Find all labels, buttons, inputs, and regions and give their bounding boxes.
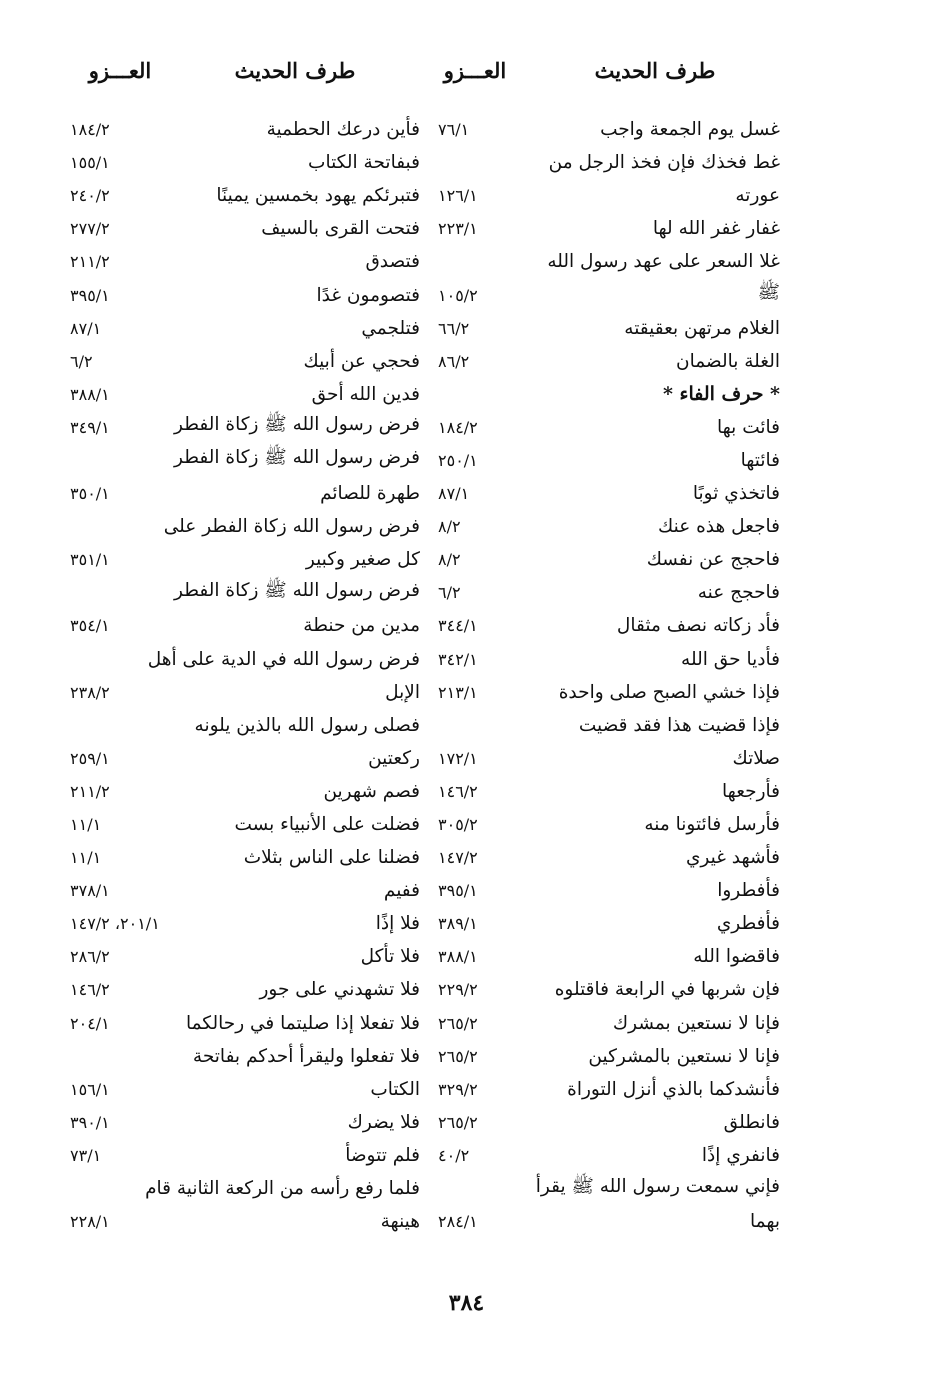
hadith-text: فاحجج عنه bbox=[697, 582, 780, 604]
reference: ٤٠/٢ bbox=[438, 1145, 470, 1165]
hadith-text: غفار غفر الله لها bbox=[652, 218, 780, 240]
index-row bbox=[438, 643, 780, 676]
index-row bbox=[70, 245, 420, 278]
reference: ٢٦٥/٢ bbox=[438, 1112, 478, 1132]
reference: ١١/١ bbox=[70, 815, 102, 835]
hadith-text: فتصومون غدًا bbox=[316, 284, 420, 306]
reference: ٢٠٤/١ bbox=[70, 1013, 110, 1033]
hadith-text: فرض رسول الله في الدية على أهل bbox=[147, 648, 420, 670]
hadith-text: غلا السعر على عهد رسول الله bbox=[547, 251, 780, 273]
reference: ٣٤٤/١ bbox=[438, 616, 478, 636]
reference: ٣٥٠/١ bbox=[70, 484, 110, 504]
hadith-text: فأرجعها bbox=[722, 780, 780, 802]
index-row bbox=[70, 113, 420, 146]
index-row bbox=[438, 940, 780, 973]
hadith-text: الغلام مرتهن بعقيقته bbox=[624, 317, 780, 339]
index-row bbox=[438, 510, 780, 543]
left-column-ref-header: العـــزو bbox=[88, 57, 152, 83]
index-row bbox=[70, 1205, 420, 1238]
index-row bbox=[438, 576, 780, 609]
index-row bbox=[438, 973, 780, 1006]
index-row bbox=[70, 742, 420, 775]
index-row bbox=[438, 742, 780, 775]
reference: ٢١١/٢ bbox=[70, 781, 110, 801]
hadith-text: فأد زكاته نصف مثقال bbox=[616, 615, 780, 637]
reference: ٦/٢ bbox=[70, 351, 93, 371]
reference: ٢٤٠/٢ bbox=[70, 186, 110, 206]
hadith-text: فلا يضرك bbox=[347, 1111, 420, 1133]
index-row bbox=[70, 312, 420, 345]
reference: ٣٤٩/١ bbox=[70, 417, 110, 437]
hadith-text: فرض رسول الله ﷺ زكاة الفطر bbox=[173, 579, 420, 601]
index-row bbox=[70, 907, 420, 940]
index-row bbox=[438, 775, 780, 808]
hadith-text: ﷺ bbox=[757, 282, 780, 304]
index-row bbox=[438, 609, 780, 642]
hadith-text: فرض رسول الله ﷺ زكاة الفطر bbox=[173, 414, 420, 436]
hadith-text: فائتها bbox=[740, 449, 780, 471]
index-row bbox=[438, 245, 780, 278]
hadith-text: فدين الله أحق bbox=[311, 383, 420, 405]
index-row bbox=[438, 1139, 780, 1172]
hadith-text: فلا تأكل bbox=[360, 946, 420, 968]
index-row bbox=[70, 940, 420, 973]
hadith-text: فصم شهرين bbox=[323, 780, 420, 802]
reference: ٢٧٧/٢ bbox=[70, 219, 110, 239]
hadith-text: فلا تفعلوا وليقرأ أحدكم بفاتحة bbox=[192, 1045, 420, 1067]
hadith-text: فإذا قضيت هذا فقد قضيت bbox=[578, 714, 780, 736]
hadith-text: الكتاب bbox=[370, 1078, 420, 1100]
reference: ٨٦/٢ bbox=[438, 351, 470, 371]
reference: ١٤٧/٢ bbox=[438, 848, 478, 868]
hadith-text: غسل يوم الجمعة واجب bbox=[600, 119, 780, 141]
reference: ٣٥٤/١ bbox=[70, 616, 110, 636]
reference: ١٥٥/١ bbox=[70, 153, 110, 173]
index-row bbox=[438, 212, 780, 245]
index-row bbox=[438, 676, 780, 709]
hadith-text: غط فخذك فإن فخذ الرجل من bbox=[548, 152, 780, 174]
reference: ٢٦٥/٢ bbox=[438, 1013, 478, 1033]
hadith-text: فانطلق bbox=[723, 1111, 780, 1133]
hadith-text: فأشهد غيري bbox=[685, 847, 780, 869]
reference: ٣٧٨/١ bbox=[70, 881, 110, 901]
hadith-text: هينهة bbox=[380, 1211, 420, 1233]
reference: ٢٥٩/١ bbox=[70, 748, 110, 768]
hadith-text: فاتخذي ثوبًا bbox=[692, 483, 780, 505]
index-row bbox=[438, 1106, 780, 1139]
hadith-text: فاحجج عن نفسك bbox=[646, 549, 780, 571]
index-row bbox=[438, 345, 780, 378]
hadith-text: ففيم bbox=[383, 880, 420, 902]
index-row bbox=[70, 874, 420, 907]
reference: ٨/٢ bbox=[438, 550, 461, 570]
hadith-text: فانفري إذًا bbox=[701, 1144, 780, 1166]
hadith-text: فتصدق bbox=[365, 251, 420, 273]
hadith-text: كل صغير وكبير bbox=[305, 549, 420, 571]
hadith-text: فاجعل هذه عنك bbox=[658, 516, 780, 538]
reference: ٨٧/١ bbox=[438, 484, 470, 504]
reference: ٣٩٠/١ bbox=[70, 1112, 110, 1132]
right-column-ref-header: العـــزو bbox=[443, 57, 507, 83]
reference: ٣٠٥/٢ bbox=[438, 815, 478, 835]
reference: ٢٢٩/٢ bbox=[438, 980, 478, 1000]
hadith-text: فحجي عن أبيك bbox=[303, 350, 420, 372]
index-row bbox=[438, 709, 780, 742]
index-row bbox=[438, 179, 780, 212]
reference: ٢٣٨/٢ bbox=[70, 682, 110, 702]
hadith-text: ركعتين bbox=[368, 747, 420, 769]
index-row bbox=[70, 212, 420, 245]
hadith-text: عورته bbox=[735, 185, 780, 207]
reference: ١٥٦/١ bbox=[70, 1079, 110, 1099]
index-row bbox=[70, 1007, 420, 1040]
index-row bbox=[70, 543, 420, 576]
reference: ٧٣/١ bbox=[70, 1145, 102, 1165]
hadith-text: الإبل bbox=[385, 681, 420, 703]
reference: ٢١١/٢ bbox=[70, 252, 110, 272]
reference: ١٤٦/٢ bbox=[70, 980, 110, 1000]
index-row bbox=[70, 1073, 420, 1106]
hadith-text: فأنشدكما بالذي أنزل التوراة bbox=[567, 1078, 780, 1100]
section-heading: * حرف الفاء * bbox=[662, 383, 780, 406]
reference: ١٨٤/٢ bbox=[438, 417, 478, 437]
page-number: ٣٨٤ bbox=[448, 1290, 485, 1316]
reference: ٣٨٨/١ bbox=[438, 947, 478, 967]
index-row bbox=[70, 1139, 420, 1172]
index-row bbox=[70, 477, 420, 510]
index-row bbox=[438, 543, 780, 576]
reference: ٣٤٢/١ bbox=[438, 649, 478, 669]
hadith-text: فإذا خشي الصبح صلى واحدة bbox=[558, 681, 780, 703]
index-row bbox=[70, 444, 420, 477]
index-row bbox=[70, 1172, 420, 1205]
index-row bbox=[70, 709, 420, 742]
hadith-text: فرض رسول الله ﷺ زكاة الفطر bbox=[173, 447, 420, 469]
index-row bbox=[438, 278, 780, 311]
hadith-text: فضلت على الأنبياء بست bbox=[234, 814, 420, 836]
index-row bbox=[438, 907, 780, 940]
reference: ٣٥١/١ bbox=[70, 550, 110, 570]
hadith-text: فتبرئكم يهود بخمسين يمينًا bbox=[216, 185, 420, 207]
index-row bbox=[438, 477, 780, 510]
reference: ٣٨٩/١ bbox=[438, 914, 478, 934]
hadith-text: فإني سمعت رسول الله ﷺ يقرأ bbox=[535, 1175, 780, 1197]
reference: ٢١٣/١ bbox=[438, 682, 478, 702]
left-column-hadith-header: طرف الحديث bbox=[234, 57, 356, 83]
reference: ٧٦/١ bbox=[438, 120, 470, 140]
left-index-column bbox=[70, 113, 420, 1238]
index-row bbox=[70, 345, 420, 378]
index-row bbox=[70, 808, 420, 841]
hadith-text: فأين درعك الحطمية bbox=[266, 119, 420, 141]
index-row bbox=[70, 278, 420, 311]
reference: ٢٨٦/٢ bbox=[70, 947, 110, 967]
hadith-text: فبفاتحة الكتاب bbox=[308, 152, 420, 174]
hadith-text: فصلى رسول الله بالذين يلونه bbox=[194, 714, 420, 736]
reference: ٢٢٣/١ bbox=[438, 219, 478, 239]
index-row bbox=[438, 1040, 780, 1073]
right-column-hadith-header: طرف الحديث bbox=[594, 57, 716, 83]
reference: ٦٦/٢ bbox=[438, 318, 470, 338]
hadith-text: فأفطروا bbox=[717, 880, 780, 902]
reference: ٢٠١/١، ١٤٧/٢ bbox=[70, 914, 160, 934]
index-row bbox=[438, 1007, 780, 1040]
reference: ١٤٦/٢ bbox=[438, 781, 478, 801]
index-row bbox=[438, 808, 780, 841]
reference: ٢٨٤/١ bbox=[438, 1212, 478, 1232]
reference: ٣٩٥/١ bbox=[438, 881, 478, 901]
index-row bbox=[70, 841, 420, 874]
hadith-text: فأرسل فائتونا منه bbox=[644, 814, 780, 836]
reference: ١١/١ bbox=[70, 848, 102, 868]
index-row bbox=[438, 841, 780, 874]
index-row bbox=[70, 510, 420, 543]
index-row bbox=[70, 378, 420, 411]
hadith-text: فتلجمي bbox=[361, 317, 420, 339]
hadith-text: فأديا حق الله bbox=[681, 648, 780, 670]
reference: ٨/٢ bbox=[438, 517, 461, 537]
hadith-text: فلما رفع رأسه من الركعة الثانية قام bbox=[145, 1178, 420, 1200]
hadith-text: فلم تتوضأ bbox=[345, 1144, 420, 1166]
hadith-text: طهرة للصائم bbox=[320, 483, 420, 505]
reference: ١٨٤/٢ bbox=[70, 120, 110, 140]
hadith-text: فإنا لا نستعين بمشرك bbox=[612, 1012, 780, 1034]
index-row bbox=[70, 146, 420, 179]
index-row bbox=[70, 179, 420, 212]
hadith-text: فإن شربها في الرابعة فاقتلوه bbox=[554, 979, 780, 1001]
index-row bbox=[438, 113, 780, 146]
index-row bbox=[70, 1040, 420, 1073]
index-row bbox=[438, 444, 780, 477]
reference: ٨٧/١ bbox=[70, 318, 102, 338]
hadith-text: فأفطري bbox=[716, 913, 780, 935]
hadith-text: فاقضوا الله bbox=[693, 946, 780, 968]
hadith-text: فإنا لا نستعين بالمشركين bbox=[588, 1045, 780, 1067]
hadith-text: فلا تشهدني على جور bbox=[259, 979, 420, 1001]
index-row bbox=[438, 411, 780, 444]
reference: ١٢٦/١ bbox=[438, 186, 478, 206]
hadith-text: فائت بها bbox=[717, 416, 780, 438]
index-row bbox=[438, 874, 780, 907]
index-row bbox=[70, 775, 420, 808]
index-row bbox=[438, 1205, 780, 1238]
reference: ٣٩٥/١ bbox=[70, 285, 110, 305]
hadith-text: فضلنا على الناس بثلاث bbox=[243, 847, 420, 869]
index-row bbox=[70, 576, 420, 609]
hadith-text: مدين من حنطة bbox=[303, 615, 420, 637]
hadith-text: فلا تفعلا إذا صليتما في رحالكما bbox=[185, 1012, 420, 1034]
section-heading-row bbox=[438, 378, 780, 411]
reference: ١٧٢/١ bbox=[438, 748, 478, 768]
index-row bbox=[70, 676, 420, 709]
reference: ٢٢٨/١ bbox=[70, 1212, 110, 1232]
index-row bbox=[438, 312, 780, 345]
reference: ٦/٢ bbox=[438, 583, 461, 603]
right-index-column bbox=[438, 113, 780, 1238]
reference: ٢٥٠/١ bbox=[438, 450, 478, 470]
hadith-text: الغلة بالضمان bbox=[675, 350, 780, 372]
index-row bbox=[438, 1073, 780, 1106]
reference: ١٠٥/٢ bbox=[438, 285, 478, 305]
hadith-text: فرض رسول الله زكاة الفطر على bbox=[163, 516, 420, 538]
index-row bbox=[70, 643, 420, 676]
hadith-text: فلا إذًا bbox=[375, 913, 420, 935]
reference: ٣٢٩/٢ bbox=[438, 1079, 478, 1099]
index-row bbox=[70, 411, 420, 444]
index-row bbox=[438, 1172, 780, 1205]
hadith-text: صلاتك bbox=[732, 747, 780, 769]
index-row bbox=[70, 1106, 420, 1139]
index-row bbox=[438, 146, 780, 179]
hadith-text: بهما bbox=[749, 1211, 780, 1233]
hadith-text: فتحت القرى بالسيف bbox=[261, 218, 420, 240]
reference: ٣٨٨/١ bbox=[70, 384, 110, 404]
index-row bbox=[70, 609, 420, 642]
index-row bbox=[70, 973, 420, 1006]
reference: ٢٦٥/٢ bbox=[438, 1046, 478, 1066]
